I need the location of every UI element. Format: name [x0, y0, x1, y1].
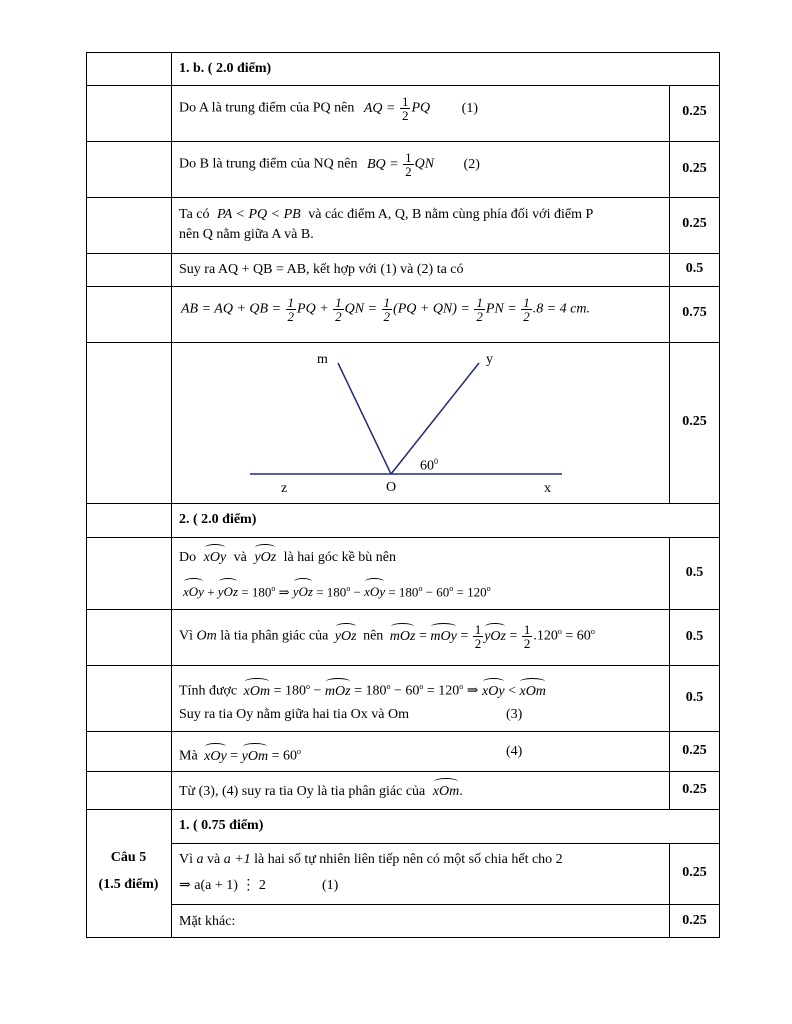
row-aq-ref: (1) — [461, 100, 478, 116]
row-xom-score: 0.5 — [685, 690, 704, 705]
question-5-part1-header: 1. ( 0.75 điểm) — [179, 818, 264, 833]
row-angle-equal: Mà xOy = yOm = $60^o$ (4) — [179, 742, 301, 767]
row-order-score: 0.25 — [682, 216, 707, 231]
row-bq-formula-lhs: BQ = — [366, 156, 403, 172]
ray-om — [338, 363, 391, 474]
row-supplementary-score: 0.5 — [685, 565, 704, 580]
row-consecutive-score: 0.25 — [682, 865, 707, 880]
row-order-text-a: Ta có — [179, 207, 210, 222]
question-5-title: Câu 5 — [110, 850, 147, 865]
section-2-header: 2. ( 2.0 điểm) — [179, 512, 257, 527]
angle-figure — [172, 343, 669, 503]
half-fraction: $\frac{1}{2}$ — [401, 94, 409, 123]
table-right-border — [719, 52, 720, 938]
row-ab-score: 0.75 — [682, 305, 707, 320]
half-fraction: $\frac{1}{2}$ — [405, 150, 412, 179]
row-sum-score: 0.5 — [685, 261, 704, 276]
label-y: y — [486, 352, 493, 367]
row-bq-formula-rhs: QN — [414, 156, 435, 172]
table-bottom-border — [86, 937, 720, 938]
label-o: O — [386, 480, 397, 495]
row-bq-score: 0.25 — [682, 161, 707, 176]
row-order-text-b: và các điểm A, Q, B nằm cùng phía đối với điểm P — [308, 207, 594, 222]
row-otherwise: Mặt khác: — [179, 914, 236, 929]
row-ab-formula: AB = AQ + QB = $\frac{1}{2}$ PQ + $\frac{1}{2}$ QN = $\frac{1}{2}$ (PQ + QN) = $\frac{1}{2}$ PN = $\frac{1}{2}$ .8 = 4 cm. — [181, 295, 591, 324]
row-bisector-conclusion: Từ (3), (4) suy ra tia Oy là tia phân giác của xOm. — [179, 782, 463, 802]
row-aq-score: 0.25 — [682, 104, 707, 119]
label-m: m — [317, 352, 328, 367]
row-otherwise-score: 0.25 — [682, 913, 707, 928]
row-aq-formula-lhs: AQ = — [363, 100, 399, 116]
row-consecutive-text: Vì a và a +1 là hai số tự nhiên liên tiếp nên có một số chia hết cho 2 — [179, 852, 563, 867]
row-supplementary-text: Do xOy và yOz là hai góc kề bù nên — [179, 548, 396, 568]
section-1b-header: 1. b. ( 2.0 điểm) — [179, 61, 272, 76]
label-x: x — [544, 481, 551, 496]
question-5-points: (1.5 điểm) — [98, 877, 159, 892]
table-left-border — [86, 52, 87, 938]
row-aq-text: Do A là trung điểm của PQ nên — [179, 100, 355, 116]
row-sum-statement: Suy ra AQ + QB = AB, kết hợp với (1) và (2) ta có — [179, 262, 464, 277]
column-divider-score-1 — [669, 85, 670, 503]
row-order-text-c: nên Q nằm giữa A và B. — [179, 227, 314, 242]
row-supplementary-formula: xOy + yOz = $180^o$ ⇒ yOz = $180^o$ − xOy = $180^o - 60^o = 120^o$ — [183, 579, 491, 602]
row-xom-conclusion: Suy ra tia Oy nằm giữa hai tia Ox và Om (3) — [179, 707, 523, 722]
row-order-formula: PA < PQ < PB — [217, 207, 301, 222]
row-aq-statement — [179, 95, 478, 122]
label-z: z — [281, 481, 288, 496]
row-bq-statement — [179, 151, 480, 178]
row-aq-formula-rhs: PQ — [411, 100, 431, 116]
row-xom-calc: Tính được xOm = $180^o$ − mOz = $180^o - 60^o = 120^o$ ⇒ xOy < xOm — [179, 677, 546, 702]
figure-score: 0.25 — [682, 414, 707, 429]
row-angle-equal-score: 0.25 — [682, 743, 707, 758]
row-bisector-conclusion-score: 0.25 — [682, 782, 707, 797]
row-bisector-om: Vì Om là tia phân giác của yOz nên mOz = mOy = $\frac{1}{2}$ yOz = $\frac{1}{2}$ $.120^o = 60^o$ — [179, 621, 595, 651]
row-bq-ref: (2) — [463, 156, 480, 172]
row-bisector-om-score: 0.5 — [685, 629, 704, 644]
row-order-statement — [179, 205, 667, 245]
angle-label: $60^0$ — [420, 457, 438, 474]
row-consecutive-formula: ⇒ a(a + 1) ⋮ 2 (1) — [179, 878, 339, 893]
row-bq-text: Do B là trung điểm của NQ nên — [179, 156, 358, 172]
